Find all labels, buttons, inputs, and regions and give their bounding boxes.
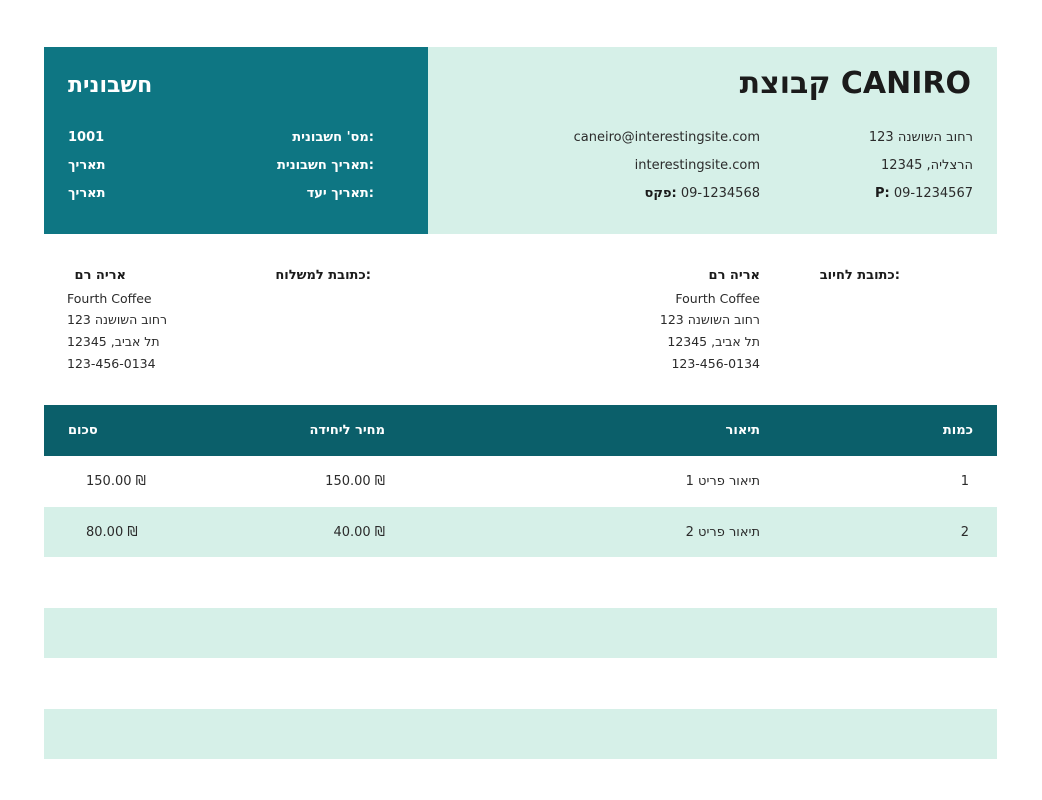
header-unit-price: מחיר ליחידה [309,423,385,438]
row-qty: 1 [960,474,969,489]
ship-to-phone: 123-456-0134 [67,356,156,371]
ship-to-label: כתובת למשלוח: [275,268,371,283]
header-total: סכום [68,423,98,438]
table-row-empty [44,557,997,608]
company-name: קבוצת CANIRO [739,66,971,101]
invoice-panel [44,47,428,234]
table-row [44,507,997,558]
bill-to-street: רחוב השושנה 123 [659,312,760,327]
table-row-empty [44,709,997,760]
row-total: 80.00 ₪ [86,524,138,540]
company-city: הרצליה, 12345 [881,158,973,173]
invoice-due-date: תאריך [68,186,106,201]
row-unit-price: 150.00 ₪ [325,474,385,489]
row-description: תיאור פריט 1 [685,474,760,489]
header-description: תיאור [725,423,760,438]
company-phone: P: 09-1234567 [874,186,973,201]
invoice-date: תאריך [68,158,106,173]
table-row-empty [44,658,997,709]
row-total: 150.00 ₪ [86,474,146,489]
invoice-number-label: מס' חשבונית: [292,130,374,145]
line-items-table [44,405,997,759]
bill-to-company: Fourth Coffee [675,291,760,306]
company-website[interactable]: interestingsite.com [634,158,760,173]
invoice-title: חשבונית [68,73,153,98]
bill-to-name: אריה רם [708,268,760,283]
company-email[interactable]: caneiro@interestingsite.com [573,130,760,145]
ship-to-company: Fourth Coffee [67,291,152,306]
bill-to-label: כתובת לחיוב: [819,268,900,283]
row-qty: 2 [960,524,969,540]
company-fax: פקס: 09-1234568 [644,186,760,201]
invoice-header [44,47,997,234]
ship-to-city: תל אביב, 12345 [67,334,160,349]
table-row [44,456,997,507]
table-header [44,405,997,456]
company-panel [428,47,997,234]
row-unit-price: 40.00 ₪ [333,524,385,540]
bill-to-phone: 123-456-0134 [671,356,760,371]
invoice-date-label: תאריך חשבונית: [276,158,374,173]
table-row-empty [44,608,997,659]
header-qty: כמות [942,423,973,438]
ship-to-name: אריה רם [74,268,126,283]
company-street: רחוב השושנה 123 [868,130,973,145]
invoice-due-label: תאריך יעד: [306,186,374,201]
ship-to-street: רחוב השושנה 123 [67,312,168,327]
bill-to-city: תל אביב, 12345 [667,334,760,349]
invoice-number: 1001 [68,130,105,145]
row-description: תיאור פריט 2 [685,524,760,540]
